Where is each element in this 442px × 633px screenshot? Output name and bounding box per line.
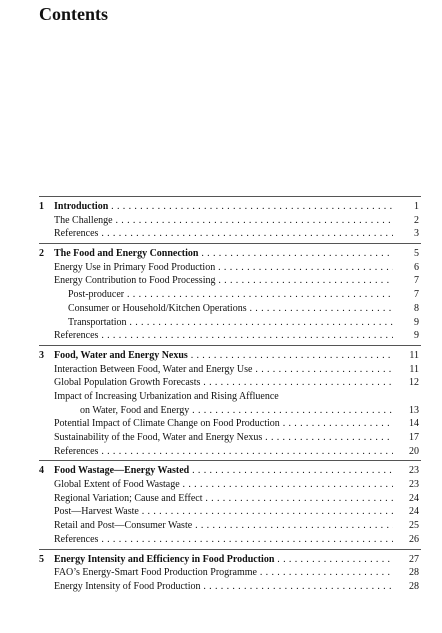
entry-title: Energy Intensity of Food Production . . . [54, 580, 393, 594]
chapter-title: Food Wastage—Energy Wasted . . . [54, 464, 393, 478]
toc-entry[interactable] [39, 214, 421, 228]
chapter-title: Energy Intensity and Efficiency in Food Production . . . [54, 553, 393, 567]
entry-title: Impact of Increasing Urbanization and Rising Affluence [54, 390, 279, 402]
entry-title: References . . . [54, 227, 393, 241]
toc-entry[interactable] [39, 227, 421, 241]
page-number: 3 [414, 228, 419, 240]
page-number: 23 [409, 479, 419, 491]
toc-subentry[interactable] [39, 316, 421, 330]
entry-title: References . . . [54, 445, 393, 459]
toc-entry[interactable] [39, 519, 421, 533]
page-number: 14 [409, 418, 419, 430]
page-number: 12 [409, 377, 419, 389]
chapter-number: 1 [39, 201, 44, 212]
chapter-4 [39, 461, 421, 549]
toc-entry[interactable] [39, 533, 421, 547]
page-number: 17 [409, 432, 419, 443]
chapter-5 [39, 550, 421, 596]
chapter-heading[interactable] [39, 553, 421, 567]
page-number: 7 [414, 289, 419, 301]
toc-entry[interactable] [39, 274, 421, 288]
chapter-3 [39, 346, 421, 462]
page-number: 7 [414, 275, 419, 287]
toc-entry[interactable] [39, 445, 421, 459]
page-number: 11 [409, 349, 419, 361]
page-number: 28 [409, 567, 419, 579]
entry-title: Regional Variation; Cause and Effect . . . [54, 492, 393, 506]
table-of-contents [39, 196, 421, 596]
entry-title: The Challenge . . . [54, 214, 393, 228]
page-number: 27 [409, 553, 419, 565]
toc-subentry[interactable] [39, 302, 421, 316]
page-number: 8 [414, 302, 419, 314]
entry-title: References . . . [54, 329, 393, 343]
page-number: 9 [414, 330, 419, 342]
chapter-heading[interactable] [39, 464, 421, 478]
entry-title: Potential Impact of Climate Change on Food Production . . . [54, 417, 393, 431]
chapter-number: 5 [39, 553, 44, 565]
entry-title: FAO’s Energy-Smart Food Production Programme . . . [54, 566, 393, 580]
toc-entry[interactable] [39, 431, 421, 445]
chapter-title: The Food and Energy Connection . . . [54, 247, 393, 261]
page-number: 11 [409, 363, 419, 375]
page-number: 24 [409, 506, 419, 518]
page-number: 25 [409, 520, 419, 532]
entry-title: Transportation . . . [68, 316, 393, 330]
toc-entry-continuation[interactable] [39, 404, 421, 418]
page-number: 28 [409, 580, 419, 592]
toc-entry[interactable] [39, 329, 421, 343]
entry-title: Interaction Between Food, Water and Energy Use . . . [54, 363, 393, 377]
chapter-1 [39, 197, 421, 244]
page-number: 13 [409, 404, 419, 416]
entry-title: Global Population Growth Forecasts . . . [54, 376, 393, 390]
page-number: 20 [409, 445, 419, 457]
toc-entry[interactable] [39, 580, 421, 594]
entry-title: Global Extent of Food Wastage . . . [54, 478, 393, 492]
chapter-heading[interactable] [39, 349, 421, 363]
entry-title: Energy Use in Primary Food Production . . . [54, 261, 393, 275]
page-number: 26 [409, 533, 419, 545]
toc-entry[interactable] [39, 566, 421, 580]
toc-entry[interactable] [39, 492, 421, 506]
page-number: 23 [409, 465, 419, 477]
toc-entry[interactable] [39, 417, 421, 431]
entry-title: References . . . [54, 533, 393, 547]
page-number: 2 [414, 214, 419, 226]
toc-entry[interactable] [39, 478, 421, 492]
page-number: 9 [414, 316, 419, 328]
toc-entry[interactable] [39, 505, 421, 519]
entry-title: Post-producer . . . [68, 288, 393, 302]
page-number: 6 [414, 261, 419, 273]
toc-entry[interactable] [39, 376, 421, 390]
entry-title: Consumer or Household/Kitchen Operations . . . [68, 302, 393, 316]
chapter-heading[interactable] [39, 200, 421, 214]
page-number: 24 [409, 492, 419, 504]
toc-entry[interactable] [39, 363, 421, 377]
entry-title: on Water, Food and Energy . . . [80, 404, 393, 418]
chapter-title: Food, Water and Energy Nexus . . . [54, 349, 393, 363]
entry-title: Sustainability of the Food, Water and Energy Nexus . . . [54, 431, 393, 445]
toc-entry[interactable] [39, 390, 421, 404]
page-number: 1 [414, 201, 419, 212]
page-title: Contents [39, 4, 109, 24]
entry-title: Retail and Post—Consumer Waste . . . [54, 519, 393, 533]
chapter-2 [39, 244, 421, 346]
chapter-title: Introduction . . . [54, 200, 393, 214]
toc-subentry[interactable] [39, 288, 421, 302]
toc-entry[interactable] [39, 261, 421, 275]
chapter-heading[interactable] [39, 247, 421, 261]
entry-title: Post—Harvest Waste . . . [54, 505, 393, 519]
entry-title: Energy Contribution to Food Processing . . . [54, 274, 393, 288]
chapter-number: 4 [39, 465, 44, 477]
chapter-number: 3 [39, 349, 44, 361]
chapter-number: 2 [39, 248, 44, 260]
page-number: 5 [414, 248, 419, 260]
